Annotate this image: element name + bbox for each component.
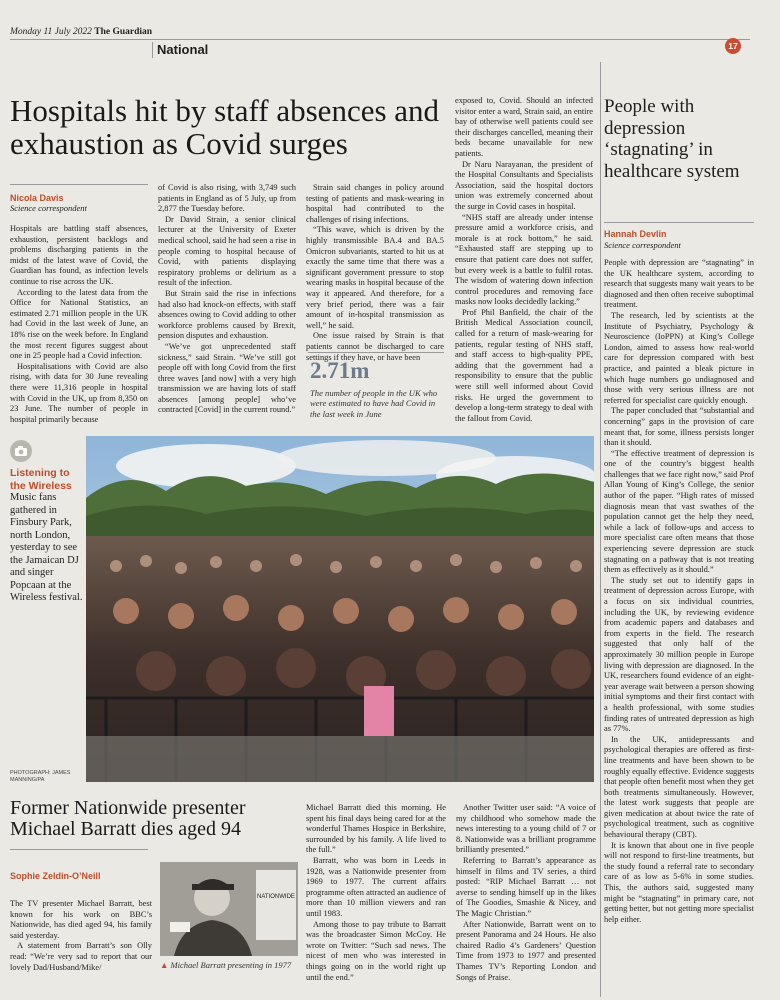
paragraph: Michael Barratt died this morning. He spent his final days being cared for at the wonderful Thames Hospice in Berkshire, surrounded by his family. A life lived to the full.” [306,803,446,855]
paragraph: Hospitals are battling staff absences, exhaustion, persistent backlogs and problems discharging patients in the midst of the latest wave of Covid, the Guardian has found, as infection levels continue to rise across the UK. [10,224,148,286]
section-label: National [157,42,209,57]
barratt-photo-caption-wrap [160,960,300,970]
barratt-headline: Former Nationwide presenter Michael Barratt dies aged 94 [10,797,246,840]
page-number: 17 [725,38,741,54]
barratt-photo [160,862,298,956]
main-byline: Nicola Davis [10,193,64,203]
paragraph: Among those to pay tribute to Barratt was the broadcaster Simon McCoy. He wrote on Twitter: “Such sad news. The nicest of men who was interested in things going on in the world right up until the end.” [306,919,446,982]
main-column-1 [10,224,148,425]
photo-caption-title: Listening to the Wireless [10,467,72,492]
paragraph: In the UK, antidepressants and psychological therapies are offered as first-line treatments and have been shown to be roughly equally effective. Evidence suggests that people often benefit most when they get both treatments simultaneously. However, the latest work suggests that people are given medication at about twice the rate of psychological treatment, such as cognitive behavioural therapy (CBT). [604,734,754,840]
paragraph: After Nationwide, Barratt went on to present Panorama and 24 Hours. He also chaired Radio 4’s Gardeners’ Question Time from 1973 to 1977 and presented Thames TV’s Reporting London and Songs of Praise. [456,919,596,982]
paragraph: Another Twitter user said: “A voice of my childhood who somehow made the news interesting to a young child of 7 or 8. Nationwide was a brilliant programme brilliantly presented.” [456,803,596,855]
paragraph: The TV presenter Michael Barratt, best known for his work on BBC’s Nationwide, has died aged 94, his family said yesterday. [10,899,152,940]
paragraph: exposed to, Covid. Should an infected visitor enter a ward, Strain said, an entire bay of otherwise well patients could see their discharges cancelled, meaning their beds became unavailable for new patients. [455,96,593,158]
side-column-divider [600,62,601,997]
barratt-byline-rule [10,849,148,850]
masthead-rule [10,39,750,40]
paragraph: of Covid is also rising, with 3,749 such patients in England as of 5 July, up from 2,877 the Tuesday before. [158,183,296,214]
main-column-4 [455,96,593,424]
byline-rule [10,184,148,185]
side-byline: Hannah Devlin [604,229,667,239]
main-byline-role: Science correspondent [10,203,87,213]
photo-caption-body: Music fans gathered in Finsbury Park, north London, yesterday to see the Jamaican DJ and singer Popcaan at the Wireless festival. [10,492,83,603]
paragraph: People with depression are “stagnating” in the UK healthcare system, according to research that suggests many wait years to be diagnosed and then often receive suboptimal treatment. [604,258,754,310]
section-divider [152,42,153,58]
paragraph: “The effective treatment of depression is one of the country’s biggest health challenges that we face right now,” said Prof Allan Young of King’s College, the senior author of the paper. “High rates of missed diagnosis mean that vast swathes of the population cannot get the help they need, while a lack of follow-ups and access to more specialist care often means that those experiencing severe depression are stuck stagnating on a pathway that is not treating them as effectively as it should.” [604,448,754,575]
photo-credit: PHOTOGRAPH: JAMES MANNING/PA [10,770,71,783]
paragraph: Barratt, who was born in Leeds in 1928, was a Nationwide presenter from 1969 to 1977. The current affairs programme often attracted an audience of more than 10 million viewers and ran until 1983. [306,855,446,918]
side-headline: People with depression ‘stagnating’ in healthcare system [604,96,740,182]
barratt-photo-sign: NATIONWIDE [257,894,295,900]
side-byline-role: Science correspondent [604,240,681,250]
paragraph: “We’ve got unprecedented staff sickness,” said Strain. “We’ve still got people off with long Covid from the first three waves [and now] with a very high transmission we are having lots of staff absences [among people] who’ve contracted [Covid] in the current round.” [158,341,296,415]
paragraph: Referring to Barratt’s appearance as himself in films and TV series, a third posted: “RIP Michael Barratt … not averse to sending himself up in the likes of The Goodies, Smashie & Nicey, and The Magic Christian.” [456,855,596,918]
barratt-column-1 [10,899,152,973]
paragraph: The research, led by scientists at the Institute of Psychiatry, Psychology & Neuroscience (IoPPN) at King’s College London, aimed to assess how real-world care for depression compared with best practice, and painted a bleak picture in which huge numbers go undiagnosed and those with very serious illness are not referred for specialist care quickly enough. [604,310,754,405]
side-byline-rule [604,222,754,223]
barratt-byline: Sophie Zeldin-O’Neill [10,871,101,881]
paragraph: Dr Naru Narayanan, the president of the Hospital Consultants and Specialists Association, said the hospital doctors union was extremely concerned about the surge in Covid cases in hospital. [455,159,593,211]
paragraph: The paper concluded that “substantial and concerning” gaps in the provision of care meant that, for some, illness persists longer than it should. [604,406,754,448]
paragraph: “This wave, which is driven by the highly transmissible BA.4 and BA.5 Omicron subvariants, started to hit us at exactly the same time that there was a significant government pressure to stop wearing masks in hospital because of the way it appeared. And therefore, for a very brief period, there was a fair amount of in-hospital transmission as well,” he said. [306,225,444,330]
paragraph: But Strain said the rise in infections had also had knock-on effects, with staff absences owing to Covid adding to other workforce problems caused by Brexit, pension disputes and exhaustion. [158,288,296,341]
paragraph: A statement from Barratt’s son Olly read: “We’re very sad to report that our lovely Dad/Husband/Mike/ [10,941,152,972]
barratt-column-3 [456,803,596,983]
paragraph: One issue raised by Strain is that patients cannot be discharged to care settings if they have, or have been [306,331,444,362]
paragraph: According to the latest data from the Office for National Statistics, an estimated 2.71 million people in the UK had Covid in the last week of June, an 18% rise on the week before. In England the most recent figures suggest about one in 25 people had a Covid infection. [10,287,148,361]
masthead-date: Monday 11 July 2022 [10,27,92,37]
paragraph: Strain said changes in policy around testing of patients and mask-wearing in hospital had contributed to the challenges of rising infections. [306,183,444,224]
festival-photo [86,436,594,782]
stat-rule [308,352,444,353]
camera-icon [10,440,32,462]
paragraph: The study set out to identify gaps in treatment of depression across Europe, with a focus on six individual countries, including the UK, by reviewing evidence from academic papers and databases and from experts in the field. The research suggested that only half of the approximately 30 million people in Europe living with depression are diagnosed. In the UK, researchers found evidence of an eight-year average wait between a person showing initial symptoms and their first contact with a health professional, with some studies finding rates of untreated depression as high as 77%. [604,575,754,734]
masthead-paper: The Guardian [94,27,153,37]
barratt-column-2 [306,803,446,983]
stat-value: 2.71m [310,358,370,383]
main-column-3 [306,183,444,363]
main-headline: Hospitals hit by staff absences and exhaustion as Covid surges [10,93,440,161]
masthead [10,27,152,37]
paragraph: Prof Phil Banfield, the chair of the British Medical Association council, called for a return of mask-wearing for patients, regular testing of NHS staff, and staff access to high-quality PPE, adding that the government had a responsibility to ensure that the public were still well informed about Covid risks. He urged the government to develop a long-term strategy to deal with the fallout from Covid. [455,307,593,423]
paragraph: “NHS staff are already under intense pressure amid a workforce crisis, and morale is at rock bottom,” he said. “Exhausted staff are stepping up to ensure that patient care does not suffer, but every week is a battle to fulfil rotas. The wisdom of watering down infection control procedures and removing face masks now looks decidedly lacking.” [455,212,593,307]
paragraph: Dr David Strain, a senior clinical lecturer at the University of Exeter medical school, said he had seen a rise in people coming to hospital because of Covid, with patients displaying respiratory problems or delirium as a result of the infection. [158,214,296,288]
paragraph: It is known that about one in five people will not respond to first-line treatments, but the study found a referral rate to secondary care of as low as 5-6% in some studies. This, the authors said, suggested many might be “stagnating” in primary care, not getting better, but not getting more specialist help either. [604,840,754,924]
stat-caption: The number of people in the UK who were estimated to have had Covid in the last week in June [310,388,438,419]
side-article-body [604,258,754,925]
main-column-2 [158,183,296,416]
paragraph: Hospitalisations with Covid are also rising, with data for 30 June revealing there were 11,316 people in hospital with Covid in the UK, up from 8,350 on 23 June. The number of people in hospital primarily because [10,361,148,424]
barratt-photo-caption: Michael Barratt presenting in 1977 [170,960,292,970]
caption-triangle-icon: ▲ [160,960,169,970]
